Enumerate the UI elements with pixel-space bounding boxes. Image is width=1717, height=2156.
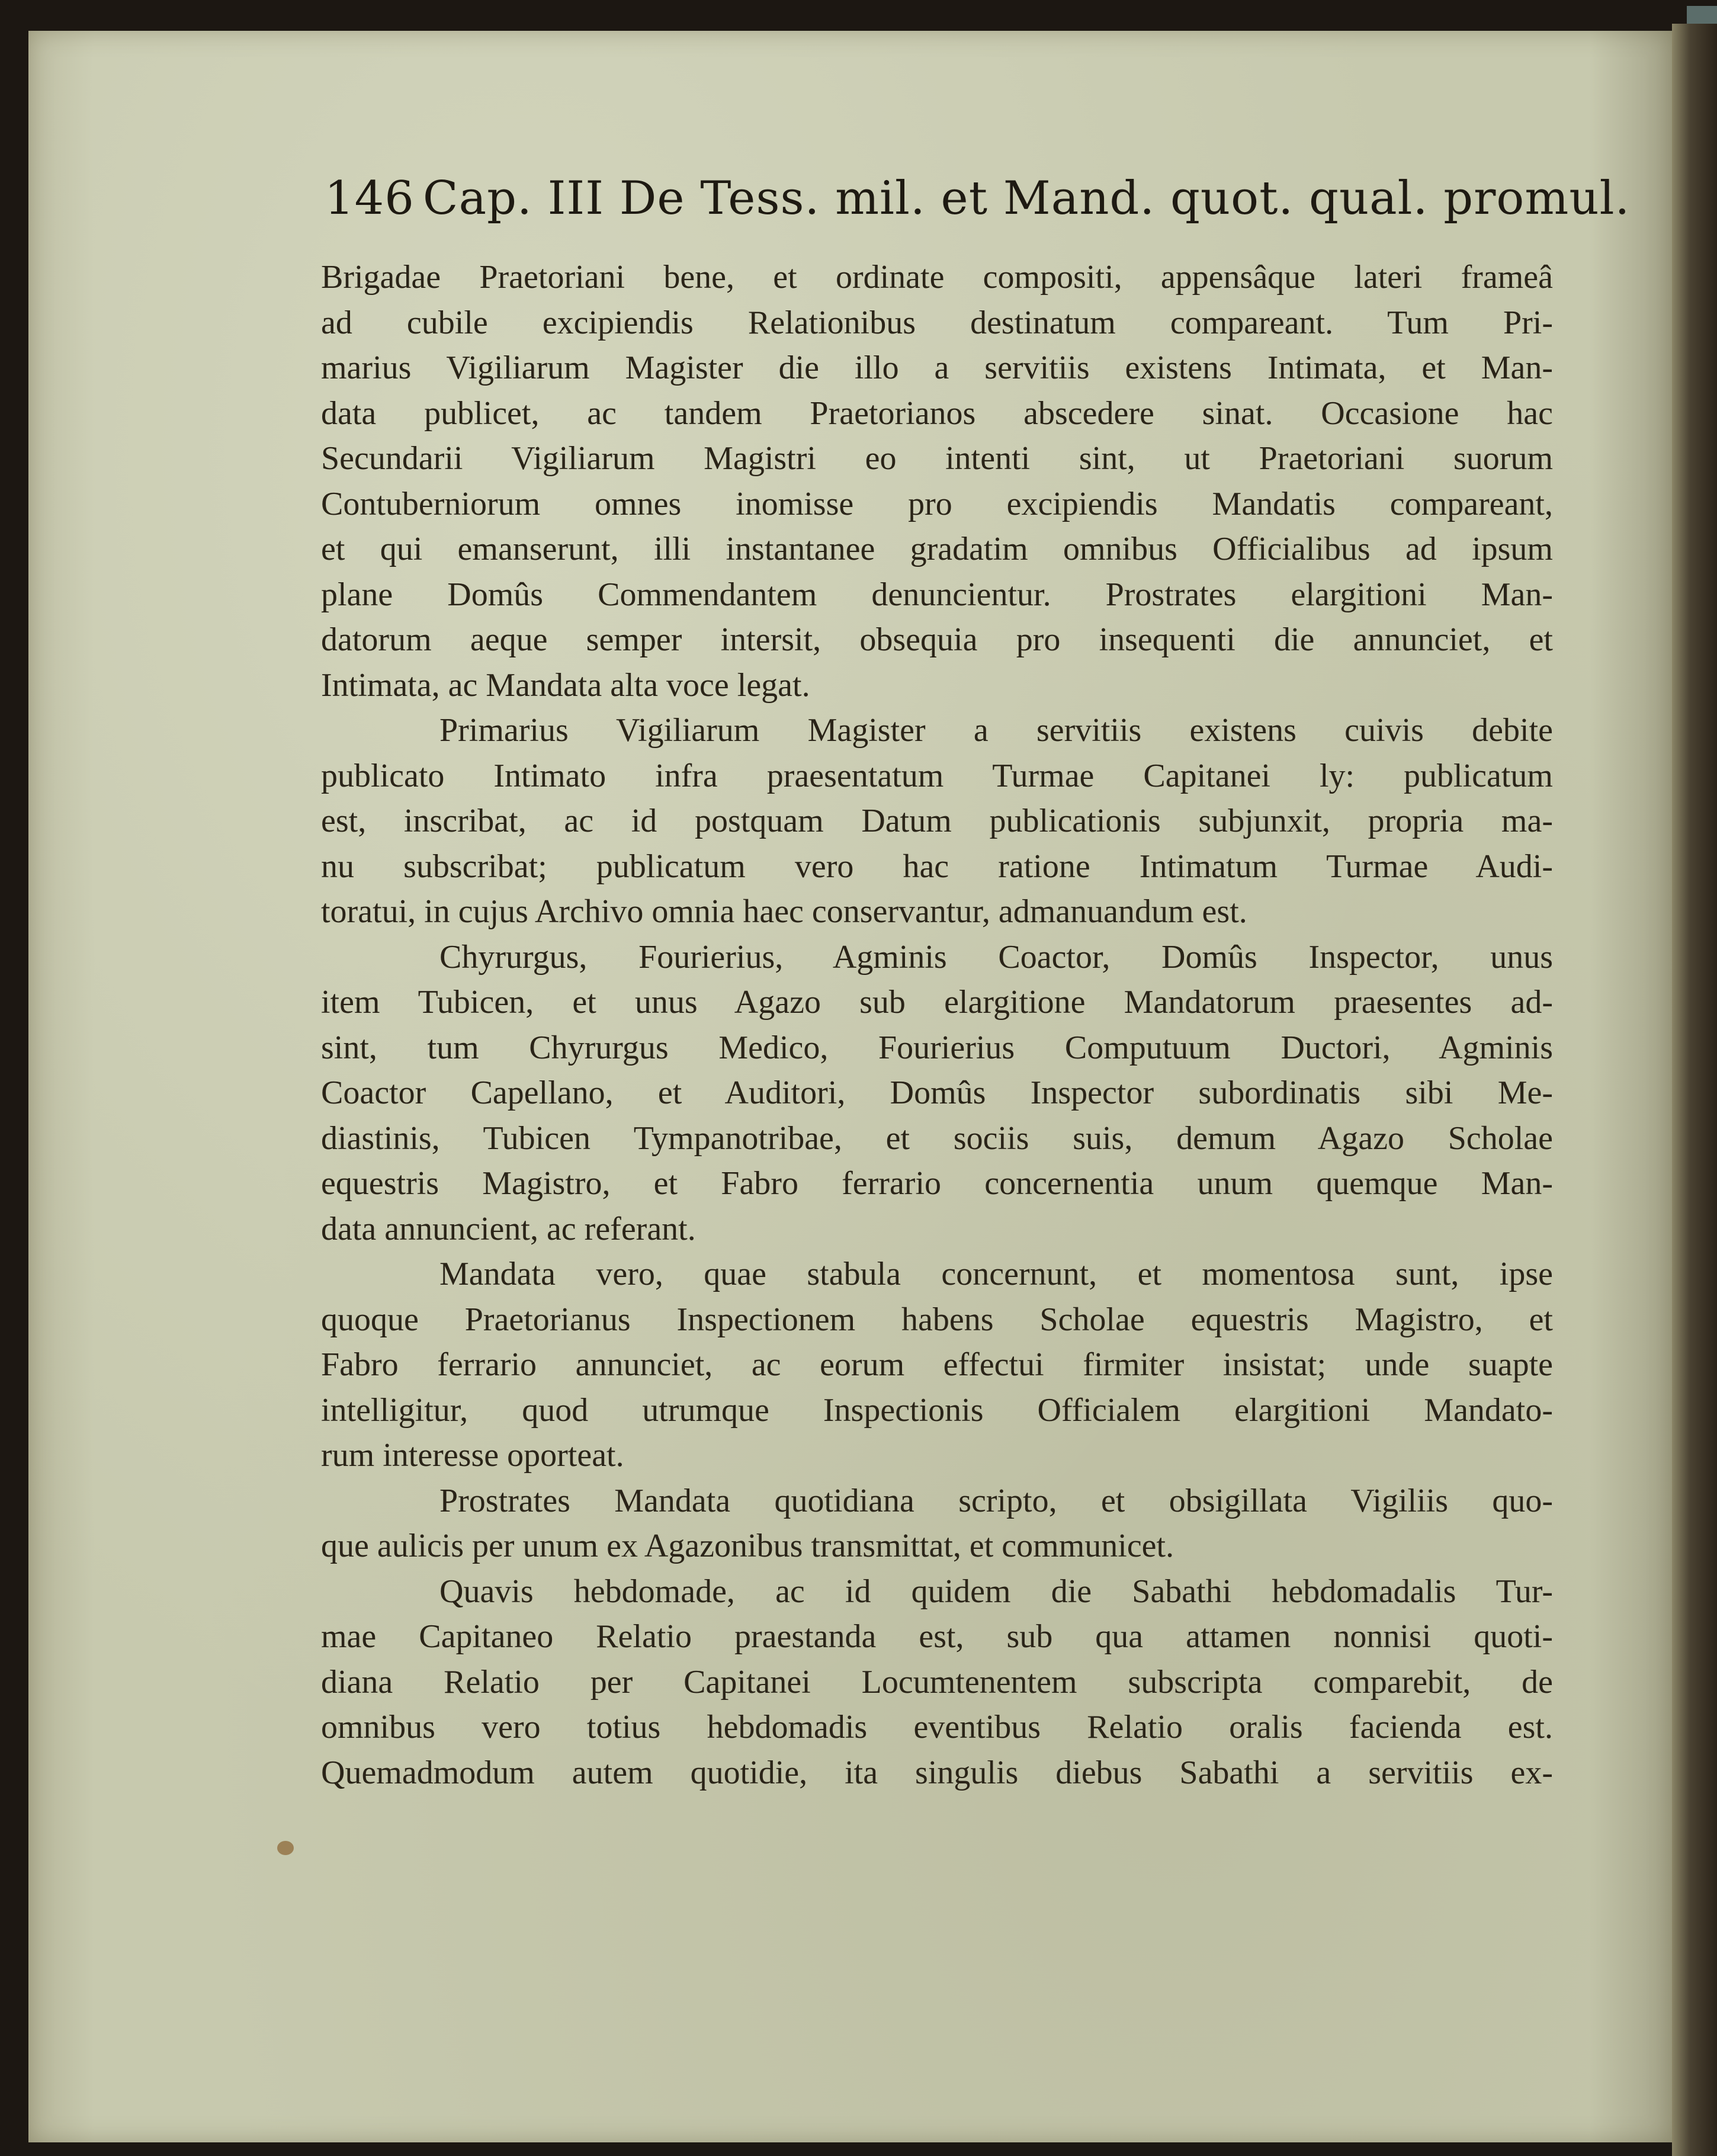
text-line: Prostrates Mandata quotidiana scripto, et obsigillata Vigiliis quo- <box>439 1482 1553 1519</box>
text-line: Secundarii Vigiliarum Magistri eo intenti sint, ut Praetoriani suorum <box>321 440 1553 477</box>
text-line: publicato Intimato infra praesentatum Turmae Capitanei ly: publicatum <box>321 757 1553 794</box>
text-line: data publicet, ac tandem Praetorianos abscedere sinat. Occasione hac <box>321 394 1553 432</box>
running-title: Cap. III De Tess. mil. et Mand. quot. qual. promul. <box>422 172 1631 225</box>
text-line: Intimata, ac Mandata alta voce legat. <box>321 666 810 704</box>
text-line: item Tubicen, et unus Agazo sub elargitione Mandatorum praesentes ad- <box>321 984 1553 1021</box>
text-line: Quemadmodum autem quotidie, ita singulis diebus Sabathi a servitiis ex- <box>321 1754 1553 1791</box>
paragraph <box>321 1569 1553 1796</box>
text-line: Coactor Capellano, et Auditori, Domûs Inspector subordinatis sibi Me- <box>321 1074 1553 1111</box>
page-number: 146 <box>325 172 415 225</box>
book-spine <box>1672 24 1717 2156</box>
text-line: toratui, in cujus Archivo omnia haec conservantur, admanuandum est. <box>321 893 1247 930</box>
paragraph <box>321 1478 1553 1569</box>
text-line: Fabro ferrario annunciet, ac eorum effectui firmiter insistat; unde suapte <box>321 1346 1553 1383</box>
text-line: data annuncient, ac referant. <box>321 1210 696 1247</box>
running-header <box>325 172 1631 225</box>
text-line: Contuberniorum omnes inomisse pro excipiendis Mandatis compareant, <box>321 485 1553 522</box>
text-line: ad cubile excipiendis Relationibus destinatum compareant. Tum Pri- <box>321 304 1553 341</box>
text-line: Primarius Vigiliarum Magister a servitiis existens cuivis debite <box>439 712 1553 749</box>
text-line: marius Vigiliarum Magister die illo a servitiis existens Intimata, et Man- <box>321 349 1553 386</box>
paragraph <box>321 708 1553 935</box>
text-line: datorum aeque semper intersit, obsequia pro insequenti die annunciet, et <box>321 621 1553 658</box>
text-line: et qui emanserunt, illi instantanee gradatim omnibus Officialibus ad ipsum <box>321 531 1553 567</box>
paragraph <box>321 1252 1553 1478</box>
text-line: plane Domûs Commendantem denuncientur. Prostrates elargitioni Man- <box>321 576 1553 613</box>
text-line: equestris Magistro, et Fabro ferrario concernentia unum quemque Man- <box>321 1165 1553 1202</box>
text-line: Mandata vero, quae stabula concernunt, et momentosa sunt, ipse <box>439 1256 1553 1292</box>
text-line: Brigadae Praetoriani bene, et ordinate compositi, appensâque lateri frameâ <box>321 259 1553 296</box>
text-line: intelligitur, quod utrumque Inspectionis Officialem elargitioni Mandato- <box>321 1391 1553 1429</box>
text-line: rum interesse oporteat. <box>321 1437 624 1474</box>
text-line: diastinis, Tubicen Tympanotribae, et sociis suis, demum Agazo Scholae <box>321 1119 1553 1157</box>
text-line: nu subscribat; publicatum vero hac ratione Intimatum Turmae Audi- <box>321 848 1553 885</box>
text-line: quoque Praetorianus Inspectionem habens Scholae equestris Magistro, et <box>321 1301 1553 1338</box>
text-line: omnibus vero totius hebdomadis eventibus Relatio oralis facienda est. <box>321 1709 1553 1746</box>
text-line: que aulicis per unum ex Agazonibus transmittat, et communicet. <box>321 1528 1174 1564</box>
text-line: est, inscribat, ac id postquam Datum publicationis subjunxit, propria ma- <box>321 803 1553 839</box>
paragraph <box>321 255 1553 708</box>
text-line: Chyrurgus, Fourierius, Agminis Coactor, Domûs Inspector, unus <box>439 938 1553 976</box>
page-body-text <box>321 255 1553 1795</box>
text-line: sint, tum Chyrurgus Medico, Fourierius Computuum Ductori, Agminis <box>321 1029 1553 1066</box>
text-line: diana Relatio per Capitanei Locumtenentem subscripta comparebit, de <box>321 1663 1553 1701</box>
text-line: mae Capitaneo Relatio praestanda est, sub qua attamen nonnisi quoti- <box>321 1618 1553 1655</box>
text-line: Quavis hebdomade, ac id quidem die Sabathi hebdomadalis Tur- <box>439 1573 1553 1610</box>
paragraph <box>321 935 1553 1252</box>
foxing-spot <box>277 1841 294 1855</box>
